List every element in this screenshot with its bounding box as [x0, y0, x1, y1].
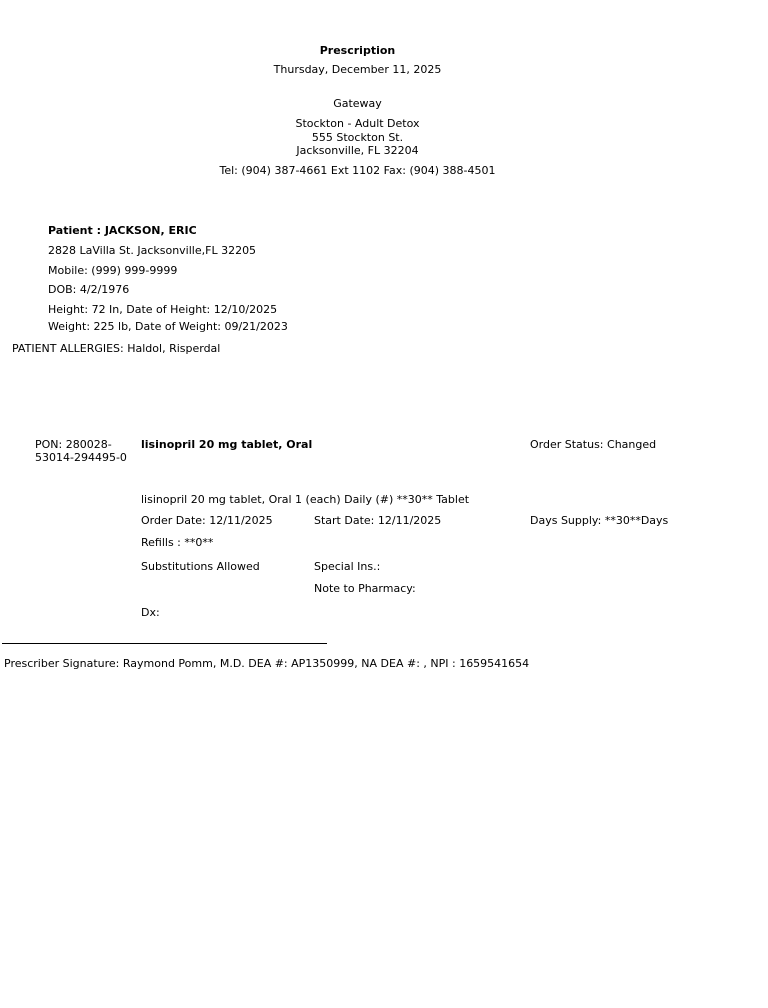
diagnosis: Dx: — [141, 606, 160, 619]
prescriber-signature: Prescriber Signature: Raymond Pomm, M.D. DEA #: AP1350999, NA DEA #: , NPI : 1659541654 — [4, 657, 530, 670]
refills: Refills : **0** — [141, 536, 214, 549]
start-date: Start Date: 12/11/2025 — [314, 514, 442, 527]
order-date: Order Date: 12/11/2025 — [141, 514, 273, 527]
patient-height: Height: 72 In, Date of Height: 12/10/2025 — [48, 303, 278, 316]
order-status: Order Status: Changed — [530, 438, 657, 451]
facility-address-line2: Jacksonville, FL 32204 — [296, 144, 419, 157]
facility-phone-fax: Tel: (904) 387-4661 Ext 1102 Fax: (904) 388-4501 — [219, 164, 496, 177]
facility-address-line1: 555 Stockton St. — [311, 131, 404, 144]
signature-line — [2, 643, 327, 644]
drug-sig: lisinopril 20 mg tablet, Oral 1 (each) Daily (#) **30** Tablet — [141, 493, 470, 506]
note-to-pharmacy: Note to Pharmacy: — [314, 582, 416, 595]
document-date: Thursday, December 11, 2025 — [273, 63, 442, 76]
patient-dob: DOB: 4/2/1976 — [48, 283, 130, 296]
facility-name: Stockton - Adult Detox — [295, 117, 420, 130]
document-title: Prescription — [319, 44, 396, 57]
organization-name: Gateway — [333, 97, 382, 110]
patient-allergies: PATIENT ALLERGIES: Haldol, Risperdal — [12, 342, 221, 355]
drug-title: lisinopril 20 mg tablet, Oral — [141, 438, 313, 451]
days-supply: Days Supply: **30**Days — [530, 514, 669, 527]
patient-name: Patient : JACKSON, ERIC — [48, 224, 197, 237]
substitutions: Substitutions Allowed — [141, 560, 260, 573]
special-instructions: Special Ins.: — [314, 560, 381, 573]
patient-address: 2828 LaVilla St. Jacksonville,FL 32205 — [48, 244, 257, 257]
patient-weight: Weight: 225 lb, Date of Weight: 09/21/2023 — [48, 320, 288, 333]
patient-mobile: Mobile: (999) 999-9999 — [48, 264, 178, 277]
prescription-order-number: PON: 280028-53014-294495-0 — [35, 438, 127, 464]
